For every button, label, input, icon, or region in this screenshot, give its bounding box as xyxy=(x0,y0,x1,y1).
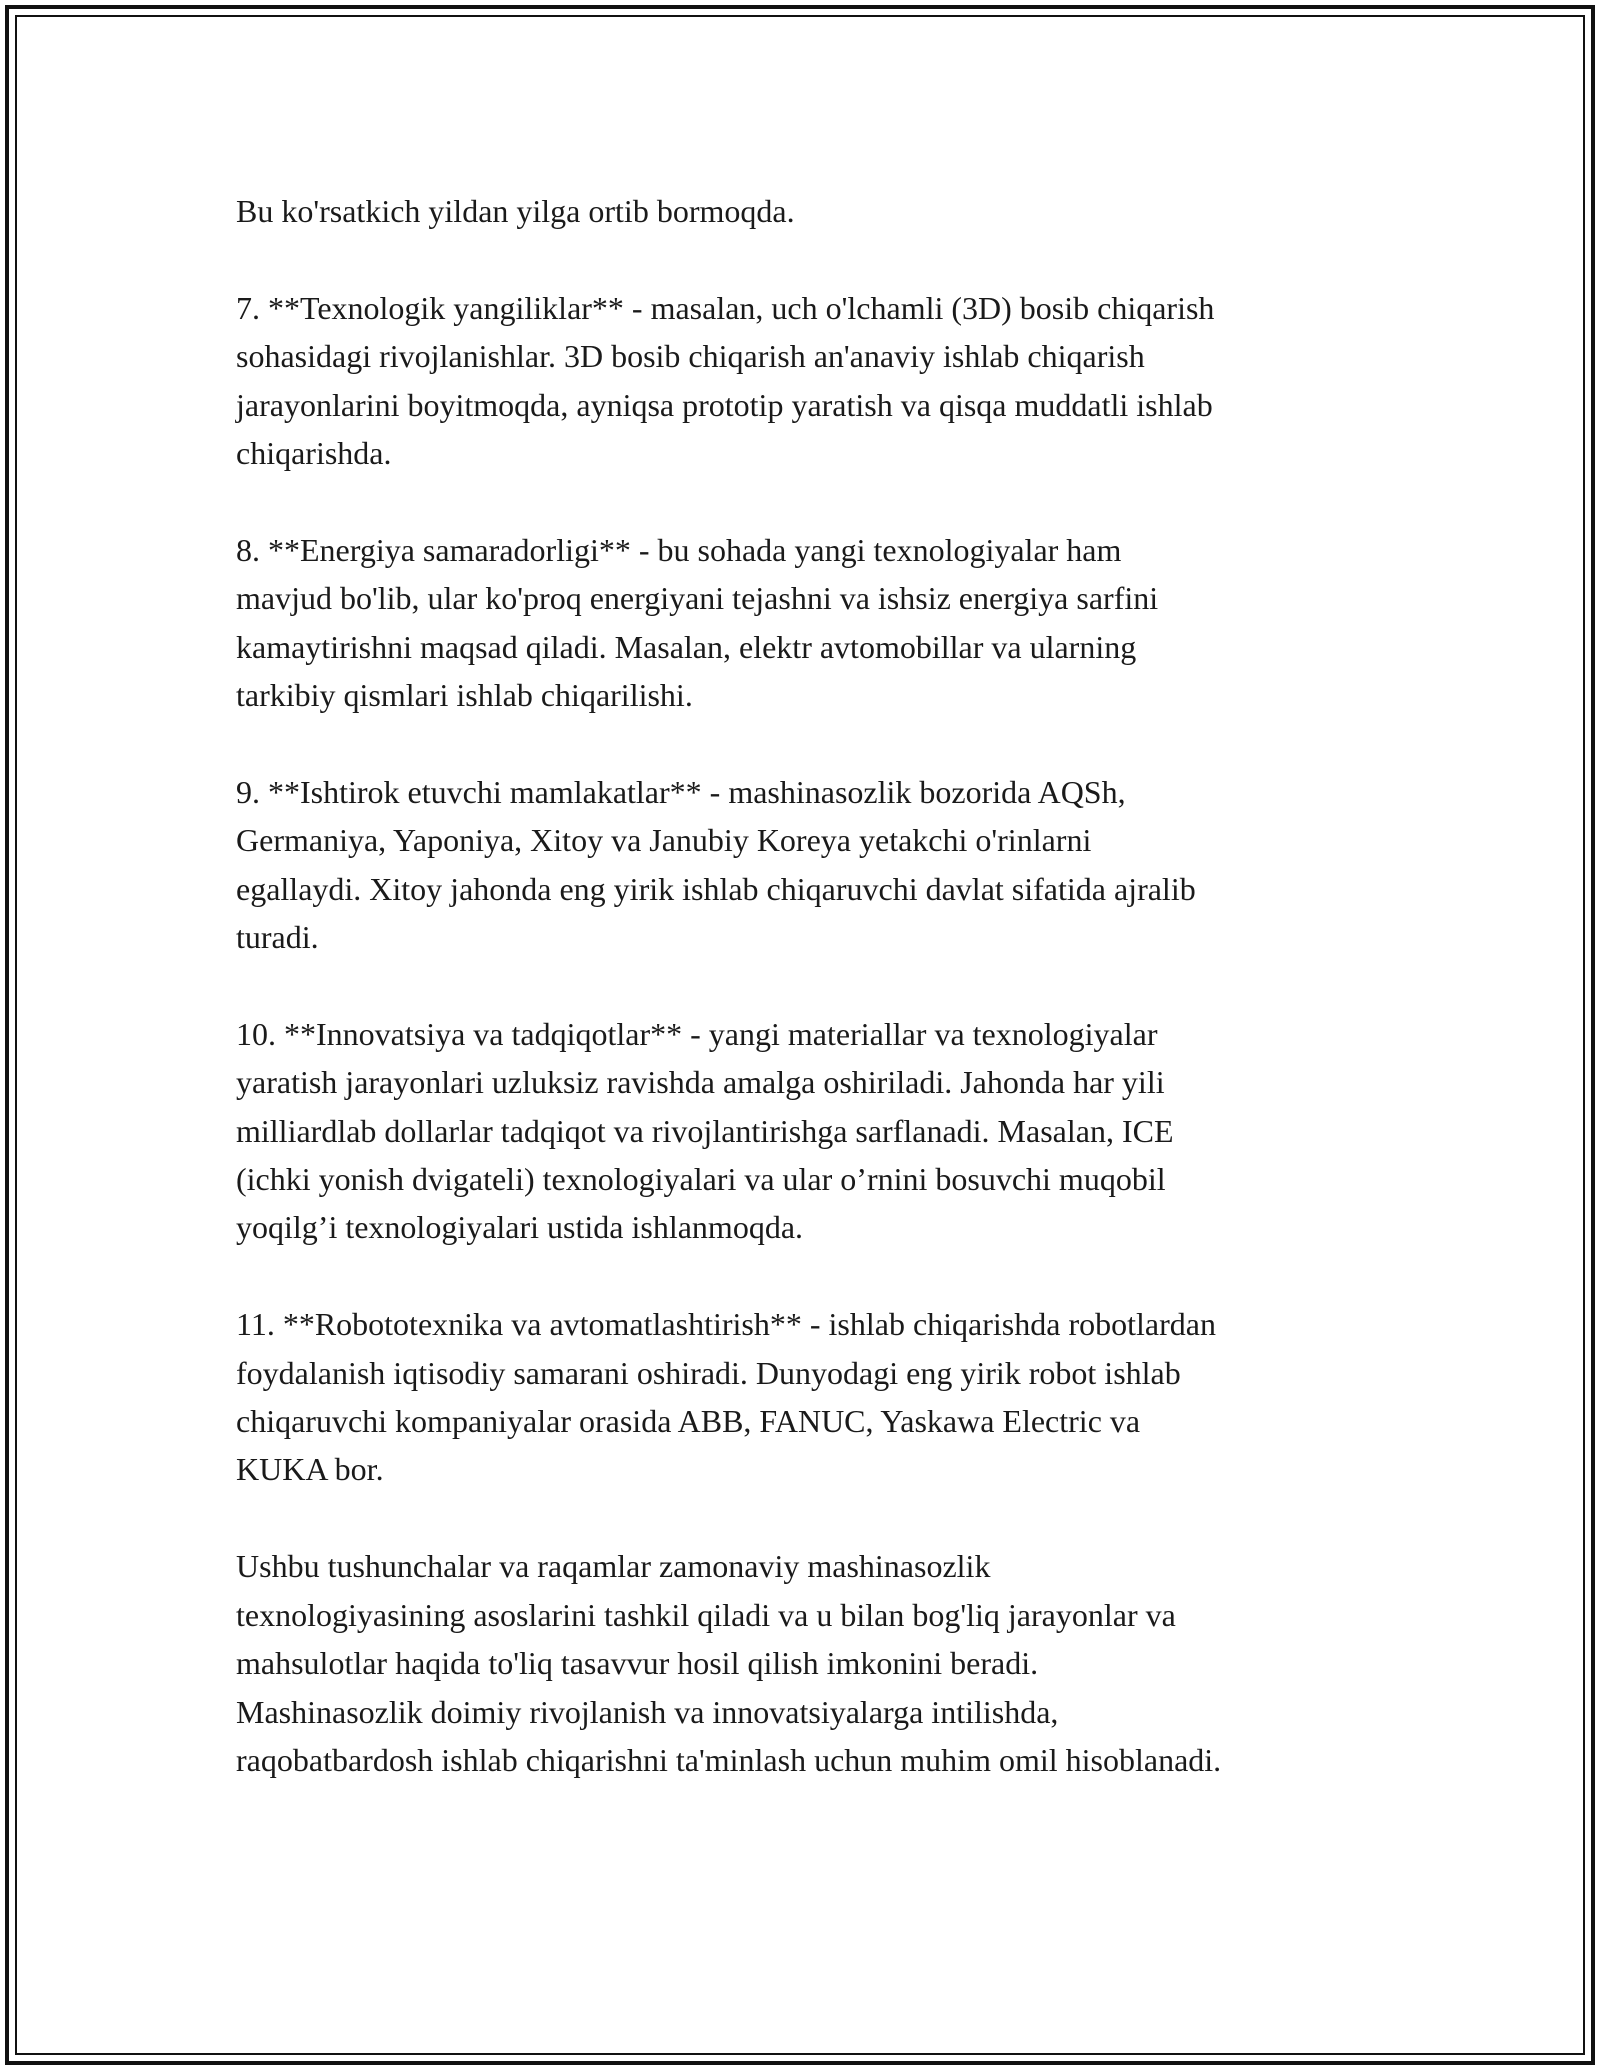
paragraph-item-10: 10. **Innovatsiya va tadqiqotlar** - yangi materiallar va texnologiyalar yaratish jarayonlari uzluksiz ravishda amalga oshiriladi. Jahonda har yili milliardlab dollarlar tadqiqot va rivojlantirishga sarflanadi. Masalan, ICE (ichki yonish dvigateli) texnologiyalari va ular o’rnini bosuvchi muqobil yoqilg’i texnologiyalari ustida ishlanmoqda. xyxy=(236,1015,1174,1246)
paragraph-item-9: 9. **Ishtirok etuvchi mamlakatlar** - mashinasozlik bozorida AQSh, Germaniya, Yaponiya, Xitoy va Janubiy Koreya yetakchi o'rinlarni egallaydi. Xitoy jahonda eng yirik ishlab chiqaruvchi davlat sifatida ajralib turadi. xyxy=(236,773,1196,956)
paragraph-conclusion: Ushbu tushunchalar va raqamlar zamonaviy mashinasozlik texnologiyasining asoslarini tashkil qiladi va u bilan bog'liq jarayonlar va mahsulotlar haqida to'liq tasavvur hosil qilish imkonini beradi. Mashinasozlik doimiy rivojlanish va innovatsiyalarga intilishda, raqobatbardosh ishlab chiqarishni ta'minlash uchun muhim omil hisoblanadi. xyxy=(236,1548,1222,1778)
paragraph-item-8: 8. **Energiya samaradorligi** - bu sohada yangi texnologiyalar ham mavjud bo'lib, ular ko'proq energiyani tejashni va ishsiz energiya sarfini kamaytirishni maqsad qiladi. Masalan, elektr avtomobillar va ularning tarkibiy qismlari ishlab chiqarilishi. xyxy=(236,531,1159,714)
paragraph-intro: Bu ko'rsatkich yildan yilga ortib bormoqda. xyxy=(236,193,795,229)
document-body xyxy=(236,187,1376,1784)
paragraph-item-7: 7. **Texnologik yangiliklar** - masalan, uch o'lchamli (3D) bosib chiqarish sohasidagi rivojlanishlar. 3D bosib chiqarish an'anaviy ishlab chiqarish jarayonlarini boyitmoqda, ayniqsa prototip yaratish va qisqa muddatli ishlab chiqarishda. xyxy=(236,289,1215,472)
paragraph-item-11: 11. **Robototexnika va avtomatlashtirish** - ishlab chiqarishda robotlardan foydalanish iqtisodiy samarani oshiradi. Dunyodagi eng yirik robot ishlab chiqaruvchi kompaniyalar orasida ABB, FANUC, Yaskawa Electric va KUKA bor. xyxy=(236,1306,1216,1488)
